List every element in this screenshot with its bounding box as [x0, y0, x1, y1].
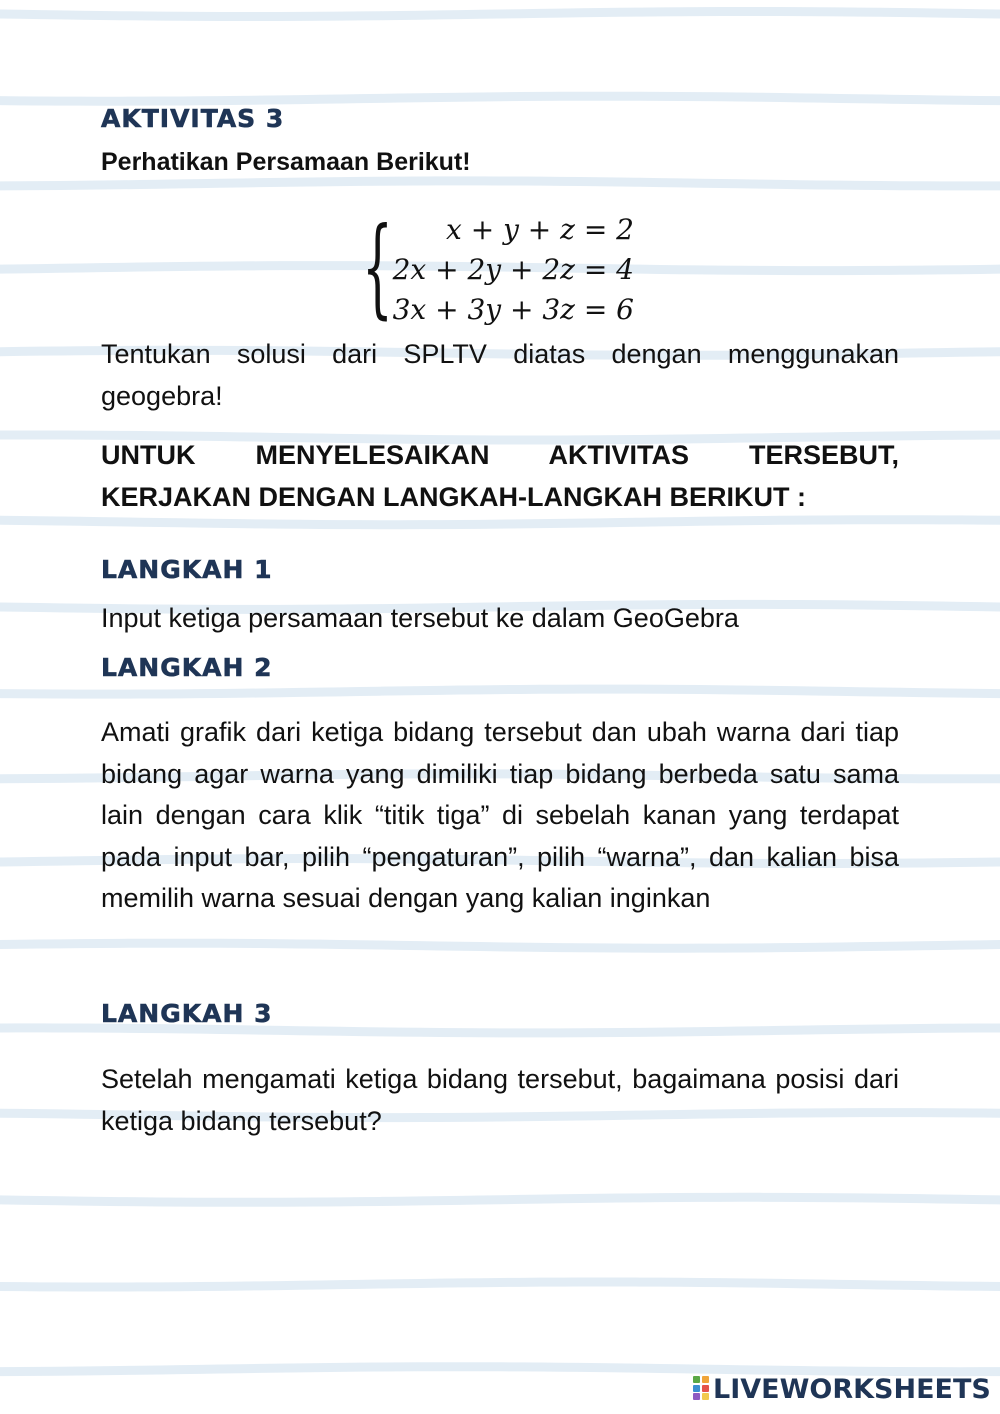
liveworksheets-logo-icon — [693, 1376, 711, 1402]
step-3-text: Setelah mengamati ketiga bidang tersebut, bagaimana posisi dari ketiga bidang tersebut? — [101, 1064, 899, 1136]
equation-3: 3x + 3y + 3z = 6 — [392, 293, 634, 326]
activity-title: AKTIVITAS 3 — [101, 104, 285, 133]
logo-square — [702, 1385, 709, 1392]
equation-1: x + y + z = 2 — [446, 213, 634, 246]
liveworksheets-brand[interactable] — [693, 1372, 991, 1406]
logo-square — [693, 1385, 700, 1392]
step-3-title: LANGKAH 3 — [101, 999, 273, 1028]
logo-square — [702, 1393, 709, 1400]
step-1-title: LANGKAH 1 — [101, 555, 273, 584]
step-2-text: Amati grafik dari ketiga bidang tersebut dan ubah warna dari tiap bidang agar warna yang dimiliki tiap bidang berbeda satu sama lain dengan cara klik “titik tiga” di sebelah kanan yang terdapat pada input bar, pilih “pengaturan”, pilih “warna”, dan kalian bisa memilih warna sesuai dengan yang kalian inginkan — [101, 717, 899, 913]
instruction-text: Tentukan solusi dari SPLTV diatas dengan menggunakan geogebra! — [101, 339, 899, 411]
logo-square — [702, 1376, 709, 1383]
logo-square — [693, 1376, 700, 1383]
logo-square — [693, 1393, 700, 1400]
brand-name: LIVEWORKSHEETS — [713, 1373, 991, 1405]
activity-subtitle: Perhatikan Persamaan Berikut! — [101, 148, 471, 176]
step-2-title: LANGKAH 2 — [101, 653, 273, 682]
left-brace: { — [362, 205, 393, 330]
equation-system — [362, 205, 662, 330]
equation-2: 2x + 2y + 2z = 4 — [392, 253, 634, 286]
step-1-text: Input ketiga persamaan tersebut ke dalam GeoGebra — [101, 603, 739, 633]
steps-intro: UNTUK MENYELESAIKAN AKTIVITAS TERSEBUT, KERJAKAN DENGAN LANGKAH-LANGKAH BERIKUT : — [101, 440, 899, 512]
